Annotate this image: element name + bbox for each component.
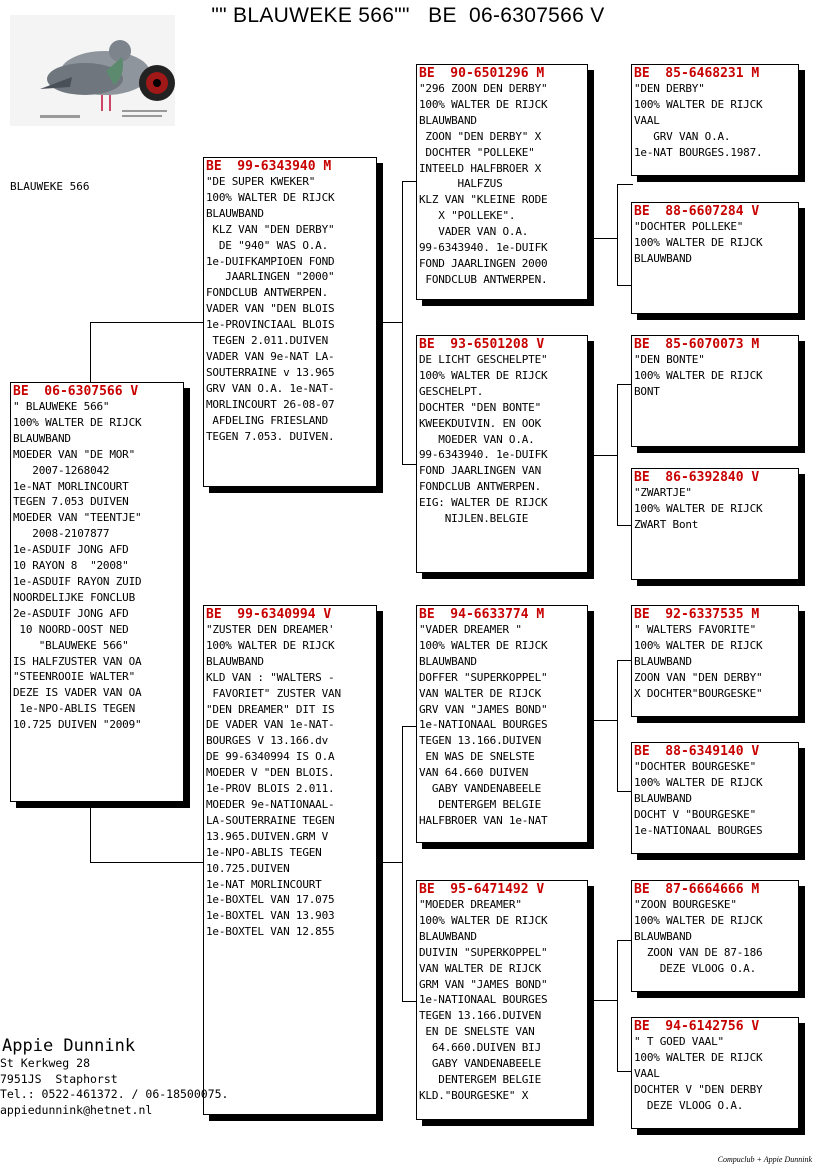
pedigree-line: DE LICHT GESCHELPTE": [419, 353, 548, 366]
pedigree-line: 100% WALTER DE RIJCK: [634, 368, 763, 382]
pedigree-line: 100% WALTER DE RIJCK: [634, 97, 763, 111]
pedigree-line: 10.725 DUIVEN "2009": [13, 718, 142, 732]
pedigree-line: "DOCHTER BOURGESKE": [634, 760, 757, 773]
pedigree-line: VAN 64.660 DUIVEN: [419, 766, 529, 780]
pedigree-line: BOURGES V 13.166.dv: [206, 734, 329, 748]
pedigree-line: "DEN BONTE": [634, 353, 705, 366]
pedigree-line: KLZ VAN "DEN DERBY": [206, 222, 335, 236]
pedigree-line: 100% WALTER DE RIJCK: [13, 415, 142, 429]
pedigree-line: MOEDER VAN "TEENTJE": [13, 511, 142, 525]
pedigree-line: VADER VAN O.A.: [419, 225, 529, 239]
pedigree-line: 13.965.DUIVEN.GRM V: [206, 829, 329, 843]
pedigree-line: TEGEN 13.166.DUIVEN: [419, 734, 542, 748]
ring-number: BE 94-6142756 V: [634, 1019, 760, 1034]
pedigree-line: X DOCHTER"BOURGESKE": [634, 686, 763, 700]
connector: [377, 862, 402, 863]
pedigree-line: BLAUWBAND: [419, 113, 477, 127]
pedigree-line: "DEN DREAMER" DIT IS: [206, 702, 335, 716]
pedigree-line: 100% WALTER DE RIJCK: [634, 1050, 763, 1064]
ring-number: BE 99-6343940 M: [206, 159, 332, 174]
pedigree-line: 1e-NAT BOURGES.1987.: [634, 145, 763, 159]
pedigree-line: BLAUWBAND: [634, 929, 692, 943]
pedigree-line: DE VADER VAN 1e-NAT-: [206, 718, 335, 732]
ring-number: BE 94-6633774 M: [419, 607, 545, 622]
pedigree-line: KLD VAN : "WALTERS -: [206, 670, 335, 684]
connector: [588, 720, 617, 721]
connector: [588, 455, 617, 456]
pigeon-card-sss: [631, 64, 799, 176]
pedigree-line: 100% WALTER DE RIJCK: [419, 368, 548, 382]
pedigree-line: 100% WALTER DE RIJCK: [419, 913, 548, 927]
pedigree-line: BLAUWBAND: [634, 251, 692, 265]
pedigree-line: LA-SOUTERRAINE TEGEN: [206, 813, 335, 827]
pedigree-line: X "POLLEKE".: [419, 209, 516, 223]
ring-number: BE 85-6070073 M: [634, 337, 760, 352]
pigeon-card-dam-dam: [416, 880, 588, 1120]
pedigree-line: ZOON VAN DE 87-186: [634, 945, 763, 959]
pedigree-line: BONT: [634, 384, 660, 398]
pigeon-card-dsd: [631, 742, 799, 854]
pigeon-card-dam-sire: [416, 605, 588, 843]
pigeon-card-ddd: [631, 1017, 799, 1129]
connector: [588, 1000, 617, 1001]
pigeon-card-dds: [631, 880, 799, 992]
pedigree-line: 1e-NATIONAAL BOURGES: [634, 823, 763, 837]
pedigree-line: 1e-ASDUIF RAYON ZUID: [13, 574, 142, 588]
pedigree-line: KLD."BOURGESKE" X: [419, 1088, 529, 1102]
pigeon-card-ssd: [631, 202, 799, 314]
pedigree-line: JAARLINGEN "2000": [206, 270, 335, 284]
pedigree-line: DOCHTER "DEN BONTE": [419, 400, 542, 414]
pedigree-line: BLAUWBAND: [419, 654, 477, 668]
pedigree-line: 1e-DUIFKAMPIOEN FOND: [206, 254, 335, 268]
ring-number: BE 99-6340994 V: [206, 607, 332, 622]
pigeon-card-sire-dam: [416, 335, 588, 573]
pedigree-line: BLAUWBAND: [634, 654, 692, 668]
pedigree-line: IS HALFZUSTER VAN OA: [13, 654, 142, 668]
pedigree-line: " BLAUWEKE 566": [13, 400, 110, 413]
owner-address: St Kerkweg 28: [0, 1056, 91, 1070]
pedigree-line: 100% WALTER DE RIJCK: [634, 638, 763, 652]
pedigree-line: KLZ VAN "KLEINE RODE: [419, 193, 548, 207]
pedigree-line: FOND JAARLINGEN 2000: [419, 256, 548, 270]
pedigree-line: GABY VANDENABEELE: [419, 782, 542, 796]
pedigree-line: MOEDER 9e-NATIONAAL-: [206, 797, 335, 811]
pedigree-line: "STEENROOIE WALTER": [13, 670, 136, 684]
ring-number: BE 06-6307566 V: [13, 384, 139, 399]
pedigree-line: 100% WALTER DE RIJCK: [634, 501, 763, 515]
pedigree-line: "DEN DERBY": [634, 82, 705, 95]
pedigree-line: GRV VAN "JAMES BOND": [419, 702, 548, 716]
pedigree-line: DE 99-6340994 IS O.A: [206, 750, 335, 764]
footer-credit: Compuclub + Appie Dunnink: [717, 1155, 812, 1164]
ring-number: BE 86-6392840 V: [634, 470, 760, 485]
pedigree-line: " T GOED VAAL": [634, 1035, 724, 1048]
pedigree-line: TEGEN 7.053. DUIVEN.: [206, 429, 335, 443]
pedigree-line: BLAUWBAND: [419, 929, 477, 943]
pedigree-line: DOCHTER "POLLEKE": [419, 145, 535, 159]
pedigree-line: 1e-NATIONAAL BOURGES: [419, 718, 548, 732]
pedigree-line: "ZUSTER DEN DREAMER': [206, 623, 335, 636]
pedigree-line: 2e-ASDUIF JONG AFD: [13, 606, 129, 620]
pedigree-line: NOORDELIJKE FONCLUB: [13, 590, 136, 604]
pedigree-line: VADER VAN 9e-NAT LA-: [206, 349, 335, 363]
pedigree-line: BLAUWBAND: [206, 654, 264, 668]
pedigree-line: NIJLEN.BELGIE: [419, 512, 529, 526]
pedigree-line: "ZOON BOURGESKE": [634, 898, 737, 911]
pigeon-card-main: [10, 382, 184, 802]
pedigree-line: 10 RAYON 8 "2008": [13, 559, 129, 573]
page-title: "" BLAUWEKE 566"" BE 06-6307566 V: [211, 4, 605, 27]
ring-number: BE 92-6337535 M: [634, 607, 760, 622]
pigeon-card-dss: [631, 605, 799, 717]
pedigree-line: VADER VAN "DEN BLOIS: [206, 302, 335, 316]
pigeon-card-sds: [631, 335, 799, 447]
pedigree-line: EIG: WALTER DE RIJCK: [419, 496, 548, 510]
pedigree-line: "ZWARTJE": [634, 486, 692, 499]
pedigree-line: "296 ZOON DEN DERBY": [419, 82, 548, 95]
pedigree-line: VAAL: [634, 113, 660, 127]
pedigree-line: 100% WALTER DE RIJCK: [206, 638, 335, 652]
connector: [377, 322, 402, 323]
pedigree-line: HALFBROER VAN 1e-NAT: [419, 813, 548, 827]
pedigree-line: FONDCLUB ANTWERPEN.: [419, 272, 548, 286]
pedigree-line: GABY VANDENABEELE: [419, 1057, 542, 1071]
pedigree-line: 1e-NAT MORLINCOURT: [13, 479, 129, 493]
pedigree-line: 99-6343940. 1e-DUIFK: [419, 241, 548, 255]
pedigree-line: VAN WALTER DE RIJCK: [419, 686, 542, 700]
owner-phone: Tel.: 0522-461372. / 06-18500075.: [0, 1087, 229, 1101]
pedigree-line: DEZE VLOOG O.A.: [634, 1098, 744, 1112]
ring-number: BE 95-6471492 V: [419, 882, 545, 897]
pedigree-line: GRM VAN "JAMES BOND": [419, 977, 548, 991]
owner-email: appiedunnink@hetnet.nl: [0, 1102, 153, 1117]
pedigree-line: "MOEDER DREAMER": [419, 898, 522, 911]
ring-number: BE 87-6664666 M: [634, 882, 760, 897]
pedigree-line: VAN WALTER DE RIJCK: [419, 961, 542, 975]
pedigree-line: 1e-NAT MORLINCOURT: [206, 877, 322, 891]
pedigree-line: DEZE VLOOG O.A.: [634, 961, 757, 975]
pedigree-line: SOUTERRAINE v 13.965: [206, 365, 335, 379]
pedigree-line: "DOCHTER POLLEKE": [634, 220, 744, 233]
ring-number: BE 93-6501208 V: [419, 337, 545, 352]
pedigree-line: BLAUWBAND: [634, 791, 692, 805]
owner-city: 7951JS Staphorst: [0, 1071, 118, 1086]
owner-block: [0, 1036, 228, 1118]
pigeon-card-sdd: [631, 468, 799, 580]
pedigree-line: GESCHELPT.: [419, 384, 484, 398]
pigeon-card-sire-sire: [416, 64, 588, 300]
pedigree-line: MOEDER VAN "DE MOR": [13, 447, 136, 461]
connector: [588, 238, 617, 239]
pedigree-line: "BLAUWEKE 566": [13, 638, 129, 652]
pedigree-line: DENTERGEM BELGIE: [419, 797, 542, 811]
pigeon-name-label: BLAUWEKE 566: [10, 180, 90, 193]
pedigree-line: GRV VAN O.A. 1e-NAT-: [206, 381, 335, 395]
pedigree-line: 2008-2107877: [13, 527, 110, 541]
pigeon-photo-icon: [10, 15, 175, 126]
pedigree-line: 1e-PROVINCIAAL BLOIS: [206, 318, 335, 332]
pedigree-line: 64.660.DUIVEN BIJ: [419, 1041, 542, 1055]
pedigree-line: 1e-PROV BLOIS 2.011.: [206, 782, 335, 796]
pedigree-line: TEGEN 13.166.DUIVEN: [419, 1009, 542, 1023]
pedigree-line: 100% WALTER DE RIJCK: [634, 775, 763, 789]
pedigree-line: 100% WALTER DE RIJCK: [206, 190, 335, 204]
pedigree-line: 100% WALTER DE RIJCK: [634, 913, 763, 927]
pedigree-line: GRV VAN O.A.: [634, 129, 731, 143]
pedigree-line: DOCHTER V "DEN DERBY: [634, 1082, 763, 1096]
pedigree-line: 1e-ASDUIF JONG AFD: [13, 543, 129, 557]
pedigree-line: 1e-NPO-ABLIS TEGEN: [13, 702, 136, 716]
pedigree-line: 1e-NPO-ABLIS TEGEN: [206, 845, 322, 859]
pedigree-line: 100% WALTER DE RIJCK: [419, 638, 548, 652]
pedigree-line: DEZE IS VADER VAN OA: [13, 686, 142, 700]
pedigree-line: EN DE SNELSTE VAN: [419, 1025, 535, 1039]
pedigree-line: BLAUWBAND: [206, 206, 264, 220]
pedigree-line: 10 NOORD-OOST NED: [13, 622, 129, 636]
pedigree-line: ZWART Bont: [634, 517, 699, 531]
pedigree-line: FAVORIET" ZUSTER VAN: [206, 686, 341, 700]
pedigree-line: AFDELING FRIESLAND: [206, 413, 329, 427]
ring-number: BE 90-6501296 M: [419, 66, 545, 81]
pedigree-line: HALFZUS: [419, 177, 503, 191]
pedigree-line: EN WAS DE SNELSTE: [419, 750, 535, 764]
ring-number: BE 88-6349140 V: [634, 744, 760, 759]
pedigree-line: 100% WALTER DE RIJCK: [419, 97, 548, 111]
pedigree-line: 10.725.DUIVEN: [206, 861, 290, 875]
pedigree-line: ZOON VAN "DEN DERBY": [634, 670, 763, 684]
pedigree-line: "VADER DREAMER ": [419, 623, 522, 636]
pedigree-line: DOFFER "SUPERKOPPEL": [419, 670, 548, 684]
owner-name: Appie Dunnink: [2, 1036, 136, 1056]
pedigree-line: 1e-BOXTEL VAN 13.903: [206, 909, 335, 923]
pedigree-line: 2007-1268042: [13, 463, 110, 477]
ring-number: BE 88-6607284 V: [634, 204, 760, 219]
pedigree-line: FONDCLUB ANTWERPEN.: [419, 480, 542, 494]
pedigree-line: TEGEN 7.053 DUIVEN: [13, 495, 129, 509]
pedigree-line: 99-6343940. 1e-DUIFK: [419, 448, 548, 462]
pedigree-line: " WALTERS FAVORITE": [634, 623, 757, 636]
pedigree-line: BLAUWBAND: [13, 431, 71, 445]
connector: [90, 802, 205, 863]
pedigree-line: VAAL: [634, 1066, 660, 1080]
pedigree-line: MOEDER V "DEN BLOIS.: [206, 766, 335, 780]
ring-number: BE 85-6468231 M: [634, 66, 760, 81]
pedigree-line: DE "940" WAS O.A.: [206, 238, 329, 252]
pedigree-line: DENTERGEM BELGIE: [419, 1072, 542, 1086]
pigeon-card-dam: [203, 605, 377, 1115]
pedigree-line: DUIVIN "SUPERKOPPEL": [419, 945, 548, 959]
pedigree-line: 100% WALTER DE RIJCK: [634, 235, 763, 249]
pigeon-card-sire: [203, 157, 377, 487]
pedigree-line: ZOON "DEN DERBY" X: [419, 129, 542, 143]
pedigree-line: 1e-BOXTEL VAN 12.855: [206, 925, 335, 939]
pigeon-photo: [10, 15, 175, 126]
pedigree-line: MORLINCOURT 26-08-07: [206, 397, 335, 411]
pedigree-line: 1e-BOXTEL VAN 17.075: [206, 893, 335, 907]
pedigree-line: KWEEKDUIVIN. EN OOK: [419, 416, 542, 430]
connector: [90, 322, 205, 383]
pedigree-line: DOCHT V "BOURGESKE": [634, 807, 757, 821]
pedigree-line: INTEELD HALFBROER X: [419, 161, 542, 175]
pedigree-line: 1e-NATIONAAL BOURGES: [419, 993, 548, 1007]
pedigree-line: "DE SUPER KWEKER": [206, 175, 316, 188]
pedigree-line: FOND JAARLINGEN VAN: [419, 464, 542, 478]
pedigree-line: MOEDER VAN O.A.: [419, 432, 535, 446]
pedigree-line: FONDCLUB ANTWERPEN.: [206, 286, 329, 300]
pedigree-line: TEGEN 2.011.DUIVEN: [206, 334, 329, 348]
